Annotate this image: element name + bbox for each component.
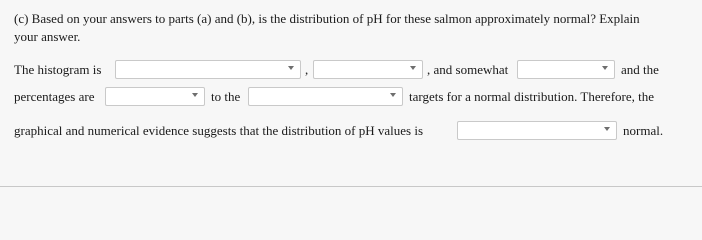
chevron-down-icon	[288, 66, 294, 70]
dropdown-histogram-shape[interactable]	[115, 60, 301, 79]
dropdown-percentages-comparison[interactable]	[105, 87, 205, 106]
chevron-down-icon	[604, 127, 610, 131]
chevron-down-icon	[192, 93, 198, 97]
row1-separator: ,	[305, 62, 309, 77]
question-line-2: your answer.	[14, 29, 81, 44]
question-line-1: (c) Based on your answers to parts (a) and (b), is the distribution of pH for these salmon approximately normal? Explain	[14, 11, 640, 26]
row2-mid-text: to the	[211, 89, 241, 104]
chevron-down-icon	[390, 93, 396, 97]
chevron-down-icon	[602, 66, 608, 70]
row3-tail-text: normal.	[623, 123, 664, 138]
dropdown-histogram-symmetry[interactable]	[517, 60, 615, 79]
chevron-down-icon	[410, 66, 416, 70]
row2-tail-text: targets for a normal distribution. Therefore, the	[409, 89, 655, 104]
dropdown-normality-conclusion[interactable]	[457, 121, 617, 140]
dropdown-normal-targets[interactable]	[248, 87, 403, 106]
row3-lead-text: graphical and numerical evidence suggests that the distribution of pH values is	[14, 123, 424, 138]
row2-lead-text: percentages are	[14, 89, 95, 104]
row1-tail-text: and the	[621, 62, 659, 77]
dropdown-histogram-modality[interactable]	[313, 60, 423, 79]
row1-lead-text: The histogram is	[14, 62, 102, 77]
divider	[0, 186, 702, 187]
row1-mid-text: , and somewhat	[427, 62, 509, 77]
